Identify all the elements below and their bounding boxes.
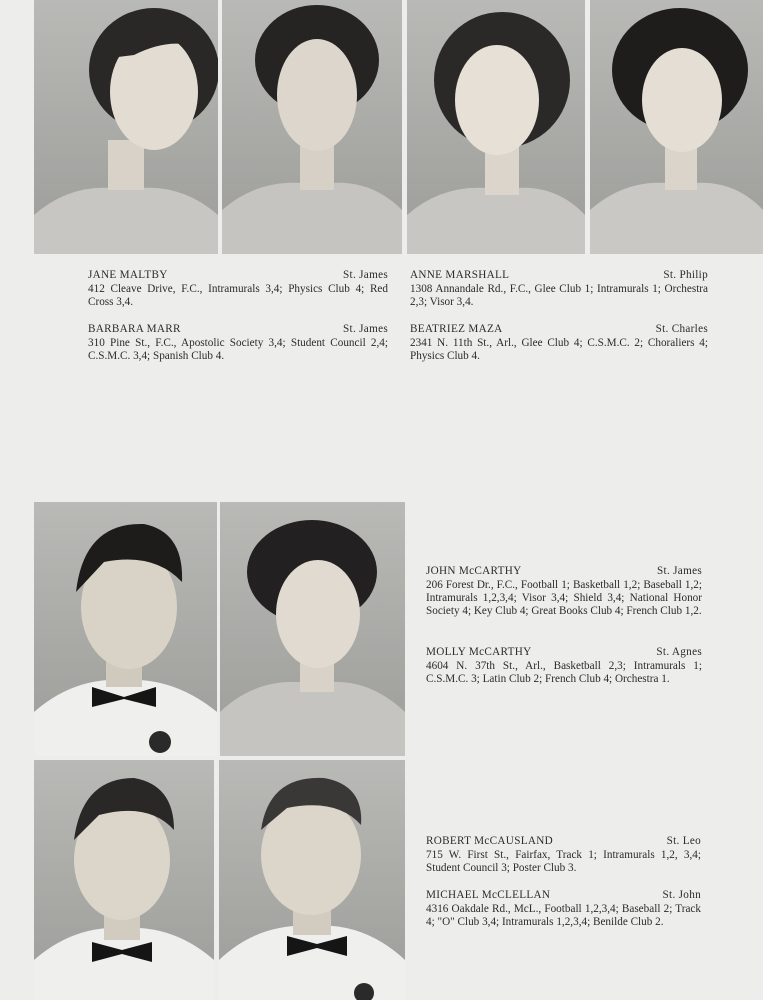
- student-name: MICHAEL McCLELLAN: [426, 889, 551, 901]
- student-name: BEATRIEZ MAZA: [410, 323, 503, 335]
- student-name: ANNE MARSHALL: [410, 269, 510, 281]
- parish: St. James: [657, 565, 702, 577]
- student-name: BARBARA MARR: [88, 323, 181, 335]
- student-details: 310 Pine St., F.C., Apostolic Society 3,4; Student Council 2,4; C.S.M.C. 3,4; Spanish Club 4.: [88, 337, 388, 362]
- entry-michael-mcclellan: [426, 889, 701, 929]
- parish: St. Charles: [655, 323, 708, 335]
- portrait-photo-john-mccarthy: [34, 502, 217, 756]
- parish: St. James: [343, 323, 388, 335]
- student-name: JANE MALTBY: [88, 269, 168, 281]
- portrait-photo-michael-mcclellan: [219, 760, 405, 1000]
- student-details: 4316 Oakdale Rd., McL., Football 1,2,3,4; Baseball 2; Track 4; "O" Club 3,4; Intramurals 1,2,3,4; Benilde Club 2.: [426, 903, 701, 928]
- student-name: JOHN McCARTHY: [426, 565, 522, 577]
- portrait-photo-jane-maltby: [34, 0, 218, 254]
- student-details: 2341 N. 11th St., Arl., Glee Club 4; C.S.M.C. 2; Choraliers 4; Physics Club 4.: [410, 337, 708, 362]
- parish: St. John: [662, 889, 701, 901]
- entry-jane-maltby: [88, 269, 388, 309]
- entry-robert-mccausland: [426, 835, 701, 875]
- entry-barbara-marr: [88, 323, 388, 363]
- parish: St. Agnes: [656, 646, 702, 658]
- portrait-photo-robert-mccausland: [34, 760, 214, 1000]
- student-details: 206 Forest Dr., F.C., Football 1; Basketball 1,2; Baseball 1,2; Intramurals 1,2,3,4; Visor 3,4; Shield 3,4; National Honor Society 4; Key Club 4; Great Books Club 4; French Club 1,2.: [426, 579, 702, 617]
- parish: St. James: [343, 269, 388, 281]
- entry-john-mccarthy: [426, 565, 702, 618]
- portrait-photo-beatriez-maza: [590, 0, 763, 254]
- student-details: 4604 N. 37th St., Arl., Basketball 2,3; Intramurals 1; C.S.M.C. 3; Latin Club 2; French Club 4; Orchestra 1.: [426, 660, 702, 685]
- parish: St. Philip: [663, 269, 708, 281]
- parish: St. Leo: [666, 835, 701, 847]
- portrait-photo-barbara-marr: [222, 0, 402, 254]
- portrait-photo-anne-marshall: [407, 0, 585, 254]
- entry-beatriez-maza: [410, 323, 708, 363]
- student-details: 715 W. First St., Fairfax, Track 1; Intramurals 1,2, 3,4; Student Council 3; Poster Club 3.: [426, 849, 701, 874]
- entry-molly-mccarthy: [426, 646, 702, 686]
- student-name: ROBERT McCAUSLAND: [426, 835, 553, 847]
- portrait-photo-molly-mccarthy: [220, 502, 405, 756]
- entry-anne-marshall: [410, 269, 708, 309]
- student-details: 1308 Annandale Rd., F.C., Glee Club 1; Intramurals 1; Orchestra 2,3; Visor 3,4.: [410, 283, 708, 308]
- student-details: 412 Cleave Drive, F.C., Intramurals 3,4; Physics Club 4; Red Cross 3,4.: [88, 283, 388, 308]
- student-name: MOLLY McCARTHY: [426, 646, 532, 658]
